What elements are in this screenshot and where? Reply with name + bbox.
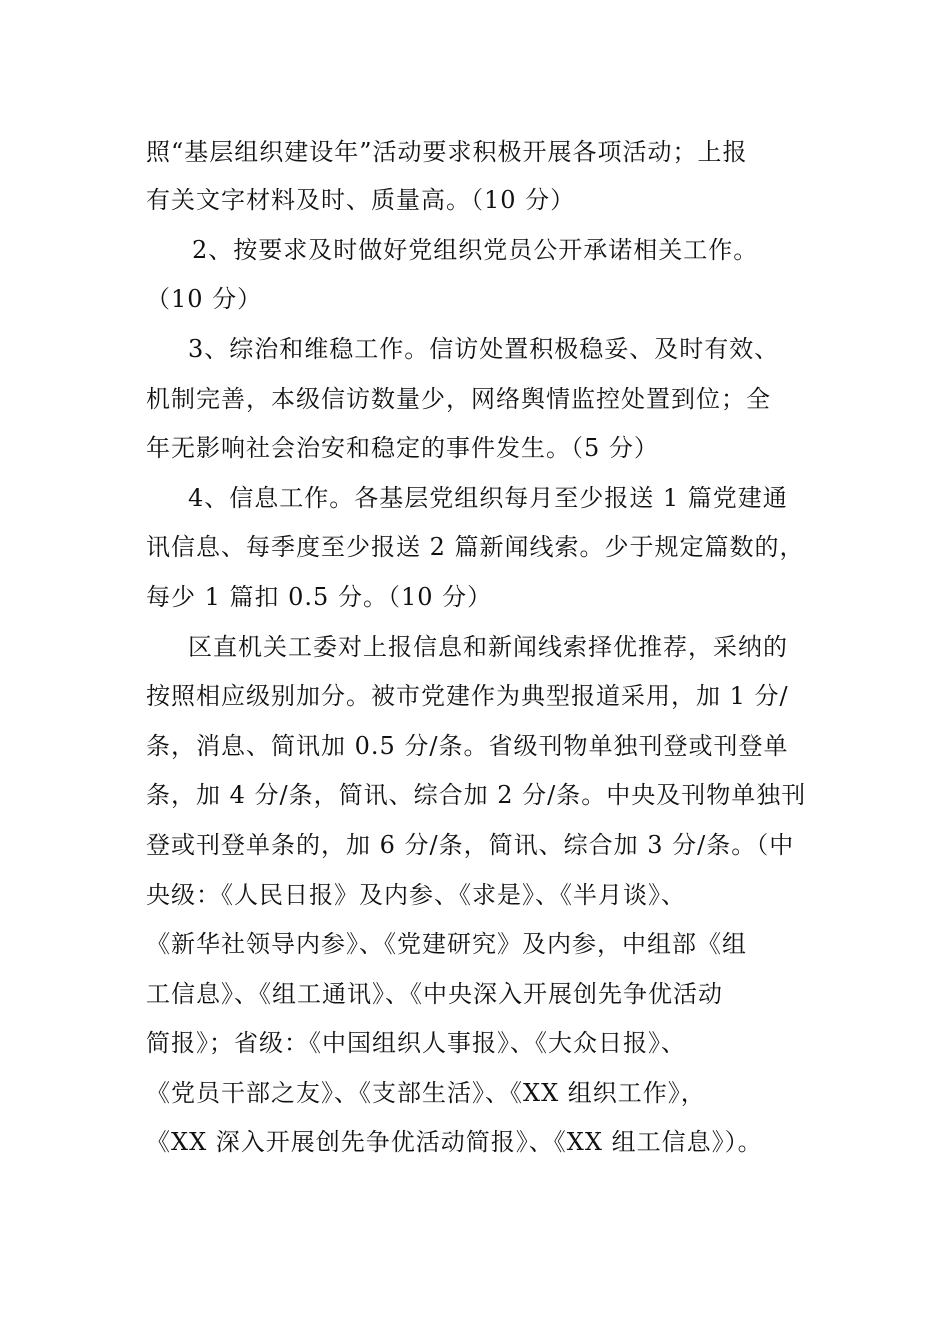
text-line: 简报》；省级：《中国组织人事报》、《大众日报》、 (146, 1029, 686, 1057)
text-line: 照“基层组织建设年”活动要求积极开展各项活动；上报 (146, 138, 748, 166)
text-line: 区直机关工委对上报信息和新闻线索择优推荐，采纳的 (188, 633, 788, 661)
text-line: 每少 1 篇扣 0.5 分。（10 分） (146, 583, 493, 611)
text-line: 4、信息工作。各基层党组织每月至少报送 1 篇党建通 (188, 484, 788, 512)
text-line: 工信息》、《组工通讯》、《中央深入开展创先争优活动 (146, 980, 723, 1008)
text-line: 有关文字材料及时、质量高。（10 分） (146, 186, 576, 214)
text-line: 3、综治和维稳工作。信访处置积极稳妥、及时有效、 (188, 335, 780, 363)
text-line: 央级：《人民日报》及内参、《求是》、《半月谈》、 (146, 881, 686, 909)
text-line: 机制完善，本级信访数量少，网络舆情监控处置到位；全 (146, 385, 771, 413)
text-line: 条，消息、简讯加 0.5 分/条。省级刊物单独刊登或刊登单 (146, 732, 789, 760)
text-line: 按照相应级别加分。被市党建作为典型报道采用，加 1 分/ (146, 682, 789, 710)
text-line: 年无影响社会治安和稳定的事件发生。（5 分） (146, 434, 659, 462)
text-line: 《新华社领导内参》、《党建研究》及内参，中组部《组 (146, 930, 747, 958)
text-line: 条，加 4 分/条，简讯、综合加 2 分/条。中央及刊物单独刊 (146, 781, 807, 809)
text-line: 《XX 深入开展创先争优活动简报》、《XX 组工信息》）。 (146, 1128, 763, 1156)
text-line: 登或刊登单条的，加 6 分/条，简讯、综合加 3 分/条。（中 (146, 831, 795, 859)
text-line: 2、按要求及时做好党组织党员公开承诺相关工作。 (192, 236, 759, 264)
text-line: 讯信息、每季度至少报送 2 篇新闻线索。少于规定篇数的， (146, 533, 805, 561)
text-line: 《党员干部之友》、《支部生活》、《XX 组织工作》， (146, 1079, 706, 1107)
text-line: （10 分） (146, 285, 263, 313)
